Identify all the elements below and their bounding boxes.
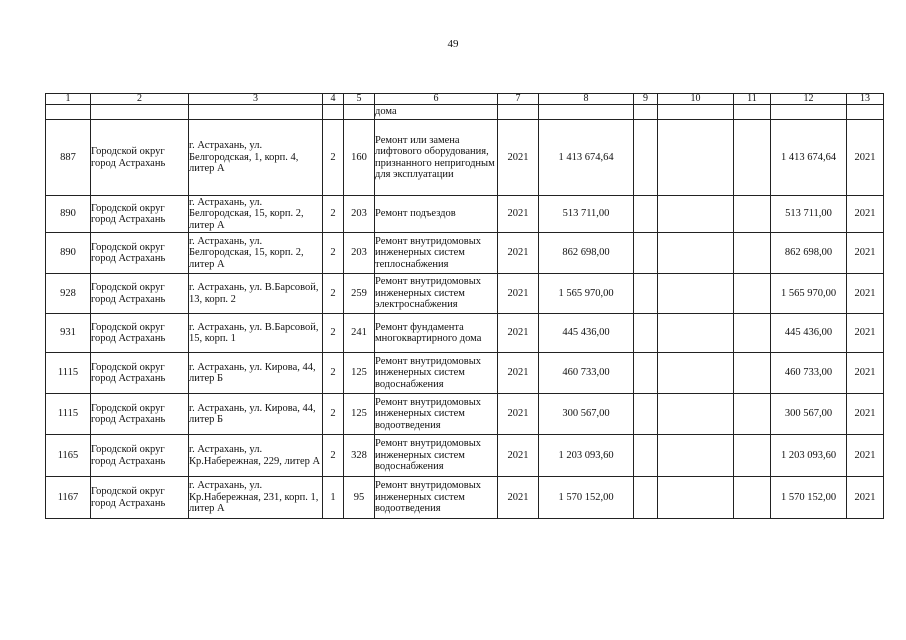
- cell-col-8: 445 436,00: [539, 314, 634, 353]
- cell-col-10: [658, 394, 734, 435]
- cell-col-7: 2021: [498, 274, 539, 314]
- cell-col-3: г. Астрахань, ул. Кирова, 44, литер Б: [189, 353, 323, 394]
- cell-col-7: 2021: [498, 233, 539, 274]
- cell-col-12: 12: [771, 94, 847, 105]
- cell-col-5: 328: [344, 435, 375, 477]
- continuation-row: [46, 105, 884, 120]
- cell-col-11: [734, 274, 771, 314]
- cell-col-6: Ремонт внутридомовых инженерных систем теплоснабжения: [375, 233, 498, 274]
- cell-col-12: 1 203 093,60: [771, 435, 847, 477]
- cell-col-5: 125: [344, 394, 375, 435]
- cell-col-1: 928: [46, 274, 91, 314]
- cell-col-6: Ремонт внутридомовых инженерных систем водоснабжения: [375, 435, 498, 477]
- cell-col-6: Ремонт внутридомовых инженерных систем водоснабжения: [375, 353, 498, 394]
- cell-col-10: [658, 196, 734, 233]
- cell-col-10: [658, 233, 734, 274]
- cell-col-9: 9: [634, 94, 658, 105]
- cell-col-13: 2021: [847, 196, 884, 233]
- cell-col-11: [734, 314, 771, 353]
- cell-col-9: [634, 477, 658, 519]
- cell-col-2: Городской округ город Астрахань: [91, 233, 189, 274]
- cell-col-1: 890: [46, 196, 91, 233]
- cell-col-6: Ремонт внутридомовых инженерных систем водоотведения: [375, 394, 498, 435]
- cell-col-7: 2021: [498, 196, 539, 233]
- cell-col-12: 1 570 152,00: [771, 477, 847, 519]
- cell-col-12: 513 711,00: [771, 196, 847, 233]
- table-row: [46, 314, 884, 353]
- table-row: [46, 435, 884, 477]
- cell-col-3: г. Астрахань, ул. В.Барсовой, 13, корп. 2: [189, 274, 323, 314]
- cell-col-12: 1 413 674,64: [771, 120, 847, 196]
- cell-col-3: г. Астрахань, ул. Кр.Набережная, 231, корп. 1, литер А: [189, 477, 323, 519]
- cell-col-13: 2021: [847, 477, 884, 519]
- cell-col-9: [634, 353, 658, 394]
- cell-col-5: 95: [344, 477, 375, 519]
- cell-col-9: [634, 435, 658, 477]
- header-row: [46, 94, 884, 105]
- cell-col-13: [847, 105, 884, 120]
- cell-col-3: г. Астрахань, ул. В.Барсовой, 15, корп. 1: [189, 314, 323, 353]
- cell-col-11: [734, 477, 771, 519]
- cell-col-4: 2: [323, 274, 344, 314]
- cell-col-11: [734, 394, 771, 435]
- cell-col-3: г. Астрахань, ул. Кирова, 44, литер Б: [189, 394, 323, 435]
- cell-col-5: 5: [344, 94, 375, 105]
- cell-col-11: 11: [734, 94, 771, 105]
- cell-col-13: 13: [847, 94, 884, 105]
- cell-col-12: 862 698,00: [771, 233, 847, 274]
- cell-col-6: Ремонт внутридомовых инженерных систем водоотведения: [375, 477, 498, 519]
- cell-col-1: 1167: [46, 477, 91, 519]
- cell-col-9: [634, 120, 658, 196]
- cell-col-2: Городской округ город Астрахань: [91, 196, 189, 233]
- cell-col-1: 887: [46, 120, 91, 196]
- cell-col-2: Городской округ город Астрахань: [91, 120, 189, 196]
- cell-col-9: [634, 394, 658, 435]
- cell-col-1: 1115: [46, 394, 91, 435]
- table-row: [46, 274, 884, 314]
- cell-col-2: Городской округ город Астрахань: [91, 314, 189, 353]
- cell-col-12: 460 733,00: [771, 353, 847, 394]
- cell-col-5: 160: [344, 120, 375, 196]
- cell-col-10: [658, 120, 734, 196]
- cell-col-13: 2021: [847, 353, 884, 394]
- cell-col-2: Городской округ город Астрахань: [91, 353, 189, 394]
- cell-col-10: [658, 105, 734, 120]
- cell-col-7: [498, 105, 539, 120]
- cell-col-6: Ремонт фундамента многоквартирного дома: [375, 314, 498, 353]
- cell-col-8: [539, 105, 634, 120]
- cell-col-3: г. Астрахань, ул. Белгородская, 15, корп. 2, литер А: [189, 196, 323, 233]
- cell-col-4: 2: [323, 353, 344, 394]
- cell-col-1: 931: [46, 314, 91, 353]
- cell-col-7: 2021: [498, 477, 539, 519]
- cell-col-7: 2021: [498, 314, 539, 353]
- cell-col-4: 2: [323, 196, 344, 233]
- cell-col-12: 1 565 970,00: [771, 274, 847, 314]
- cell-col-1: 1: [46, 94, 91, 105]
- cell-col-3: г. Астрахань, ул. Кр.Набережная, 229, литер А: [189, 435, 323, 477]
- cell-col-3: 3: [189, 94, 323, 105]
- cell-col-10: [658, 435, 734, 477]
- cell-col-8: 1 570 152,00: [539, 477, 634, 519]
- cell-col-10: [658, 477, 734, 519]
- cell-col-6: Ремонт подъездов: [375, 196, 498, 233]
- cell-col-4: 2: [323, 120, 344, 196]
- cell-col-6: Ремонт или замена лифтового оборудования, признанного непригодным для эксплуатации: [375, 120, 498, 196]
- cell-col-11: [734, 435, 771, 477]
- cell-col-13: 2021: [847, 233, 884, 274]
- cell-col-12: 445 436,00: [771, 314, 847, 353]
- cell-col-9: [634, 233, 658, 274]
- cell-col-10: 10: [658, 94, 734, 105]
- cell-col-6: дома: [375, 105, 498, 120]
- cell-col-13: 2021: [847, 120, 884, 196]
- table-row: [46, 394, 884, 435]
- cell-col-11: [734, 120, 771, 196]
- cell-col-3: г. Астрахань, ул. Белгородская, 1, корп. 4, литер А: [189, 120, 323, 196]
- table-row: [46, 233, 884, 274]
- table-row: [46, 477, 884, 519]
- cell-col-9: [634, 105, 658, 120]
- cell-col-7: 2021: [498, 435, 539, 477]
- cell-col-4: 1: [323, 477, 344, 519]
- cell-col-6: 6: [375, 94, 498, 105]
- cell-col-9: [634, 314, 658, 353]
- cell-col-1: [46, 105, 91, 120]
- cell-col-8: 862 698,00: [539, 233, 634, 274]
- cell-col-5: 241: [344, 314, 375, 353]
- cell-col-7: 7: [498, 94, 539, 105]
- cell-col-8: 8: [539, 94, 634, 105]
- cell-col-11: [734, 105, 771, 120]
- cell-col-8: 460 733,00: [539, 353, 634, 394]
- cell-col-8: 300 567,00: [539, 394, 634, 435]
- cell-col-4: 2: [323, 233, 344, 274]
- cell-col-13: 2021: [847, 274, 884, 314]
- cell-col-2: [91, 105, 189, 120]
- cell-col-5: 259: [344, 274, 375, 314]
- table-body: [46, 94, 884, 519]
- cell-col-10: [658, 314, 734, 353]
- page-number: 49: [447, 38, 459, 50]
- table-row: [46, 353, 884, 394]
- cell-col-4: [323, 105, 344, 120]
- data-table: [45, 93, 884, 519]
- cell-col-7: 2021: [498, 120, 539, 196]
- cell-col-10: [658, 274, 734, 314]
- cell-col-5: 203: [344, 233, 375, 274]
- cell-col-6: Ремонт внутридомовых инженерных систем электроснабжения: [375, 274, 498, 314]
- cell-col-2: Городской округ город Астрахань: [91, 394, 189, 435]
- cell-col-8: 513 711,00: [539, 196, 634, 233]
- cell-col-2: 2: [91, 94, 189, 105]
- cell-col-11: [734, 353, 771, 394]
- cell-col-9: [634, 196, 658, 233]
- cell-col-5: [344, 105, 375, 120]
- table-row: [46, 196, 884, 233]
- cell-col-7: 2021: [498, 394, 539, 435]
- cell-col-1: 1115: [46, 353, 91, 394]
- table-row: [46, 120, 884, 196]
- cell-col-4: 4: [323, 94, 344, 105]
- cell-col-8: 1 203 093,60: [539, 435, 634, 477]
- cell-col-12: 300 567,00: [771, 394, 847, 435]
- cell-col-9: [634, 274, 658, 314]
- cell-col-11: [734, 233, 771, 274]
- cell-col-4: 2: [323, 435, 344, 477]
- cell-col-8: 1 565 970,00: [539, 274, 634, 314]
- cell-col-11: [734, 196, 771, 233]
- cell-col-4: 2: [323, 394, 344, 435]
- cell-col-2: Городской округ город Астрахань: [91, 477, 189, 519]
- cell-col-1: 890: [46, 233, 91, 274]
- cell-col-3: г. Астрахань, ул. Белгородская, 15, корп. 2, литер А: [189, 233, 323, 274]
- cell-col-12: [771, 105, 847, 120]
- cell-col-1: 1165: [46, 435, 91, 477]
- cell-col-5: 203: [344, 196, 375, 233]
- cell-col-8: 1 413 674,64: [539, 120, 634, 196]
- cell-col-2: Городской округ город Астрахань: [91, 274, 189, 314]
- cell-col-4: 2: [323, 314, 344, 353]
- cell-col-13: 2021: [847, 435, 884, 477]
- cell-col-5: 125: [344, 353, 375, 394]
- cell-col-3: [189, 105, 323, 120]
- cell-col-2: Городской округ город Астрахань: [91, 435, 189, 477]
- cell-col-7: 2021: [498, 353, 539, 394]
- cell-col-10: [658, 353, 734, 394]
- cell-col-13: 2021: [847, 394, 884, 435]
- cell-col-13: 2021: [847, 314, 884, 353]
